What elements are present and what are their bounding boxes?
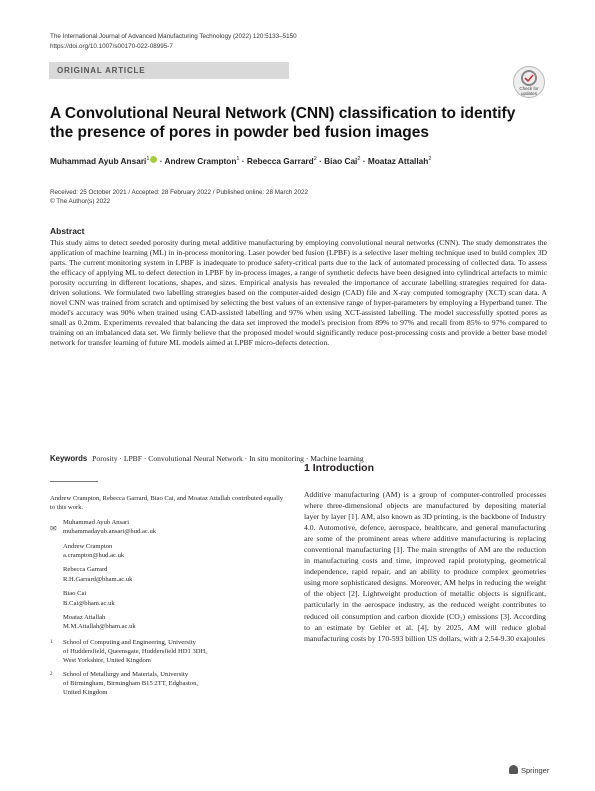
affiliation-line: School of Computing and Engineering, University <box>63 638 196 646</box>
author-name: Muhammad Ayub Ansari <box>50 156 147 166</box>
publication-dates <box>50 188 308 206</box>
author-list: Muhammad Ayub Ansari$^1$ · Andrew Crampton$^1$ · Rebecca Garrard$^2$ · Biao Cai$^2$ · Moataz Attallah$^2$ <box>50 156 432 166</box>
copyright: © The Author(s) 2022 <box>50 198 111 206</box>
springer-horse-icon <box>509 765 518 774</box>
contact-email[interactable]: M.M.Attallah@bham.ac.uk <box>63 623 136 631</box>
author-affiliation-mark: 2 <box>357 156 361 163</box>
contact-entry <box>63 565 285 584</box>
affiliation-line: of Huddersfield, Queensgate, Huddersfield HD1 3DH, <box>63 648 207 656</box>
contact-name: Rebecca Garrard <box>63 566 108 574</box>
journal-line: The International Journal of Advanced Manufacturing Technology (2022) 120:5133–5150 <box>50 33 297 40</box>
envelope-icon: ✉ <box>50 524 57 533</box>
author-name: Andrew Crampton <box>164 156 237 166</box>
affiliation-entry <box>50 670 285 698</box>
keywords-list: Porosity · LPBF · Convolutional Neural Network · In situ monitoring · Machine learning <box>92 454 364 463</box>
affiliation-entry <box>50 638 285 666</box>
doi-link[interactable]: https://doi.org/10.1007/s00170-022-08995-7 <box>50 42 173 50</box>
author-affiliation-mark: 2 <box>428 156 432 163</box>
abstract-heading: Abstract <box>50 226 85 236</box>
affiliation-line: West Yorkshire, United Kingdom <box>63 657 151 665</box>
contact-name: Andrew Crampton <box>63 542 113 550</box>
orcid-icon[interactable] <box>150 156 157 163</box>
footnote-divider <box>50 481 98 482</box>
contact-entry <box>63 542 285 561</box>
affiliation-line: School of Metallurgy and Materials, University <box>63 670 189 678</box>
contact-name: Muhammad Ayub Ansari <box>63 518 130 526</box>
affiliation-line: United Kingdom <box>63 689 108 697</box>
author-affiliation-mark: 1 <box>146 156 150 163</box>
contact-email[interactable]: muhammadayub.ansari@hud.ac.uk <box>63 528 157 536</box>
contact-email[interactable]: B.Cai@bham.ac.uk <box>63 599 115 607</box>
affiliation-list <box>50 638 285 698</box>
contact-entry <box>63 589 285 608</box>
introduction-text: Additive manufacturing (AM) is a group of computer-controlled processes where three-dimensional objects are manufactured by depositing material layer by layer [1]. AM, also known as 3D printing, is the backbone of Industry 4.0. Automotive, defence, aerospace, healthcare, and general manufacturing are some of the prominent areas where additive manufacturing is replacing conventional manufacturing [1]. The main strengths of AM are the reduction in manufacturing costs and time, improved rapid prototyping, geometrical independence, rapid repair, and an ability to produce complex geometries using more sophisticated designs. Moreover, AM helps in reducing the weight of the object [2]. Lightweight production of metallic objects is significant, particularly in the aerospace industry, as the reduced weight contributes to reduced oil consumption and carbon dioxide (CO₂) emissions [3]. According to an estimate by Gebler et al. [4], by 2025, AM will reduce global manufacturing costs by 170-593 billion US dollars, with a 2.54-9.30 exajoules <box>304 490 546 643</box>
affiliation-text <box>63 670 198 698</box>
contact-list <box>50 518 285 632</box>
author-affiliation-mark: 1 <box>236 156 240 163</box>
contact-entry <box>63 518 285 537</box>
contact-email[interactable]: R.H.Garrard@bham.ac.uk <box>63 575 133 583</box>
contact-name: Biao Cai <box>63 590 87 598</box>
contribution-note: Andrew Crampton, Rebecca Garrard, Biao Cai, and Moataz Attallah contributed equally to this work. <box>50 495 284 512</box>
affiliation-number: 2 <box>50 671 53 677</box>
affiliation-number: 1 <box>50 639 53 645</box>
footnote-block <box>50 494 285 702</box>
author-name: Biao Cai <box>324 156 358 166</box>
section-heading-introduction: 1 Introduction <box>304 462 374 474</box>
author-name: Rebecca Garrard <box>246 156 314 166</box>
affiliation-text <box>63 638 207 666</box>
publisher-logo <box>509 765 549 775</box>
author-affiliation-mark: 2 <box>313 156 317 163</box>
publisher-name: Springer <box>521 766 550 775</box>
keywords-label: Keywords <box>50 454 88 463</box>
journal-header <box>50 32 297 51</box>
contact-entry <box>63 613 285 632</box>
article-title: A Convolutional Neural Network (CNN) classification to identify the presence of pores in powder bed fusion images <box>50 105 516 141</box>
author-name: Moataz Attallah <box>367 156 429 166</box>
abstract-text: This study aims to detect seeded porosity during metal additive manufacturing by employing convolutional neural networks (CNN). The study demonstrates the application of machine learning (ML) in in-process monitoring. Laser powder bed fusion (LPBF) is a selective laser melting technique used to build complex 3D parts. The current monitoring system in LPBF is inadequate to produce safety-critical parts due to the lack of automated processing of collected data. To assess the efficacy of applying ML to defect detection in LPBF by in-process images, a range of synthetic defects have been designed into cylindrical artefacts to mimic porosity occurring in different locations, shapes, and sizes. Empirical analysis has revealed the importance of accurate labelling strategies required for data-driven solutions. We formulated two labelling strategies based on the computer-aided design (CAD) file and X-ray computed tomography (XCT) scan data. A novel CNN was trained from scratch and optimised by selecting the best values of an extensive range of hyper-parameters by employing a Hyperband tuner. The model's accuracy was 90% when trained using CAD-assisted labelling and 97% when using XCT-assisted labelling. The model successfully spotted pores as small as 0.2mm. Experiments revealed that balancing the data set improved the model's precision from 89% to 97% and recall from 85% to 97% compared to training on an imbalanced data set. We firmly believe that the proposed model would significantly reduce post-processing costs and provide a better base model network for transfer learning of future ML models aimed at LPBF micro-defects detection. <box>50 238 547 348</box>
article-type-banner <box>49 62 289 79</box>
affiliation-line: of Birmingham, Birmingham B15 2TT, Edgbaston, <box>63 680 199 688</box>
contact-name: Moataz Attallah <box>63 614 106 622</box>
check-for-updates-label[interactable]: Check for updates <box>519 86 539 96</box>
dates-line: Received: 25 October 2021 / Accepted: 28 February 2022 / Published online: 28 March 2022 <box>50 189 308 196</box>
contact-email[interactable]: a.crampton@hud.ac.uk <box>63 552 125 560</box>
article-type: ORIGINAL ARTICLE <box>57 66 146 75</box>
